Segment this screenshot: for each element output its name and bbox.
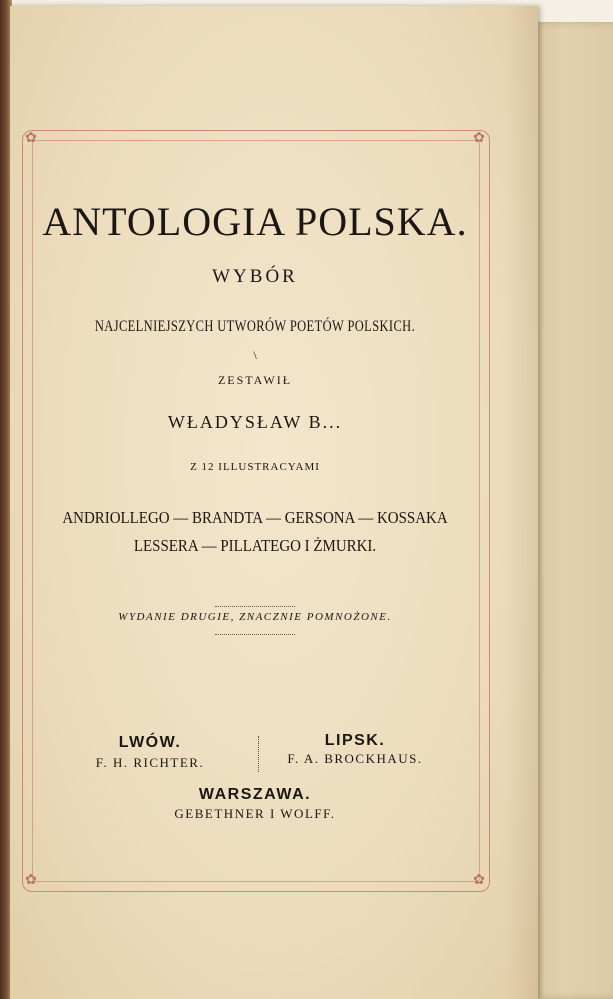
book-subtitle: NAJCELNIEJSZYCH UTWORÓW POETÓW POLSKICH. <box>94 318 416 335</box>
ink-mark: \ <box>253 348 257 362</box>
imprint-divider <box>258 736 259 772</box>
imprint-publisher-brockhaus: F. A. BROCKHAUS. <box>287 751 423 766</box>
illustrators-line-1: ANDRIOLLEGO — BRANDTA — GERSONA — KOSSAKA <box>62 508 448 527</box>
frame-corner-ornament: ✿ <box>25 873 37 888</box>
imprint-city-lwow: LWÓW. <box>118 734 182 751</box>
frame-corner-ornament: ✿ <box>473 131 485 146</box>
illustrations-note: Z 12 ILLUSTRACYAMI <box>190 461 320 473</box>
imprint-city-warszawa: WARSZAWA. <box>198 786 312 803</box>
selection-label: WYBÓR <box>212 266 298 287</box>
compiled-by-label: ZESTAWIŁ <box>217 373 293 387</box>
frame-corner-ornament: ✿ <box>473 873 485 888</box>
edition-note: WYDANIE DRUGIE, ZNACZNIE POMNOŻONE. <box>118 611 392 623</box>
imprint-publisher-richter: F. H. RICHTER. <box>95 755 205 770</box>
imprint-publisher-gebethner: GEBETHNER I WOLFF. <box>174 806 336 821</box>
imprint-city-lipsk: LIPSK. <box>324 732 386 749</box>
author-name: WŁADYSŁAW B... <box>167 412 343 432</box>
ornamental-rule-bottom <box>215 634 295 641</box>
frame-corner-ornament: ✿ <box>25 131 37 146</box>
illustrators-line-2: LESSERA — PILLATEGO I ŻMURKI. <box>133 536 377 555</box>
book-title: ANTOLOGIA POLSKA. <box>42 199 468 244</box>
page-edge-shade <box>505 6 538 999</box>
back-page-edge <box>530 22 613 999</box>
